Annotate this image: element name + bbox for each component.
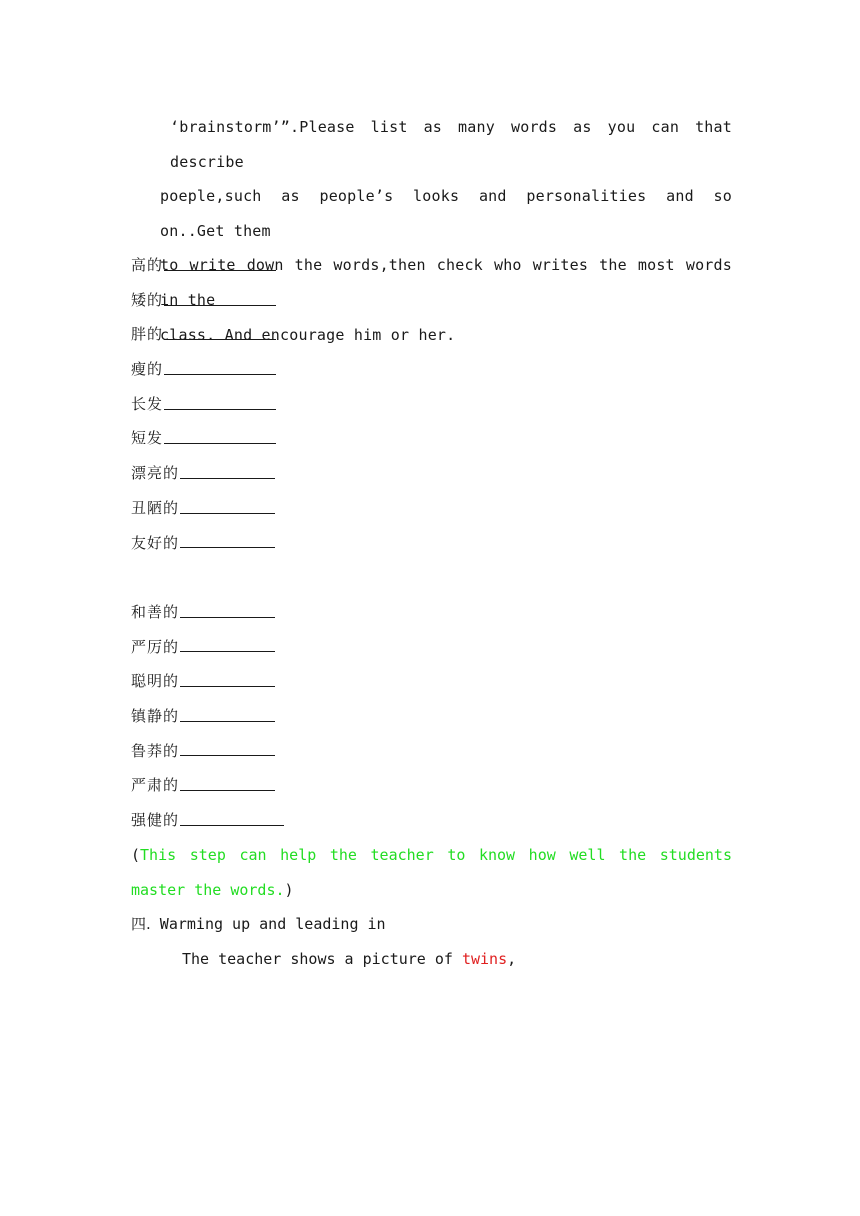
vocab-label: 丑陋的: [131, 498, 180, 517]
note-open-paren: (: [131, 846, 141, 864]
vocab-row: [131, 734, 431, 769]
vocab-row: [131, 352, 431, 387]
vocab-label: 漂亮的: [131, 464, 180, 483]
answer-blank[interactable]: [180, 703, 275, 722]
vocab-row: [131, 526, 431, 561]
note-text: This step can help the teacher to know how well the students master the words.: [131, 846, 732, 899]
answer-blank[interactable]: [180, 737, 275, 756]
answer-blank[interactable]: [164, 252, 276, 271]
vocab-label: 瘦的: [131, 360, 164, 379]
vocab-row: [131, 283, 431, 318]
section-heading: [131, 907, 386, 942]
teacher-note: [131, 838, 732, 907]
answer-blank[interactable]: [164, 321, 276, 340]
vocab-label: 高的: [131, 256, 164, 274]
vocab-row: [131, 595, 431, 630]
vocab-label: 胖的: [131, 325, 164, 344]
answer-blank[interactable]: [180, 599, 275, 618]
answer-blank[interactable]: [164, 391, 276, 410]
vocab-label: 长发: [131, 394, 164, 413]
answer-blank[interactable]: [180, 495, 275, 514]
vocab-row: [131, 699, 431, 734]
vocab-row: [131, 803, 431, 838]
vocab-label: 和善的: [131, 602, 180, 621]
intro-line: ‘brainstorm’”.Please list as many words as you can that describe: [170, 118, 732, 171]
vocab-label: 严厉的: [131, 637, 180, 656]
instruction-suffix: ,: [507, 950, 517, 968]
answer-blank[interactable]: [164, 425, 276, 444]
vocab-label: 友好的: [131, 533, 180, 552]
vocab-label: 严肃的: [131, 776, 180, 795]
vocab-label: 聪明的: [131, 672, 180, 691]
vocab-label: 鲁莽的: [131, 741, 180, 760]
intro-line: to write down the words,then check who writes the most words in the: [160, 256, 732, 309]
answer-blank[interactable]: [180, 633, 275, 652]
vocab-row: [131, 768, 431, 803]
intro-line: poeple,such as people’s looks and personalities and so on..Get them: [160, 187, 732, 240]
section-number: 四.: [131, 915, 151, 933]
answer-blank[interactable]: [180, 668, 275, 687]
vocab-label: 镇静的: [131, 706, 180, 725]
answer-blank[interactable]: [180, 772, 275, 791]
vocab-label: 矮的: [131, 290, 164, 309]
spacer: [131, 560, 431, 595]
vocab-row: [131, 456, 431, 491]
vocab-row: [131, 630, 431, 665]
answer-blank[interactable]: [180, 529, 275, 548]
vocab-row: [131, 421, 431, 456]
highlighted-word: twins: [461, 950, 508, 968]
vocab-row: [131, 491, 431, 526]
section-title: Warming up and leading in: [150, 915, 386, 933]
vocab-row: [131, 664, 431, 699]
vocab-row: [131, 317, 431, 352]
answer-blank[interactable]: [164, 287, 276, 306]
note-close-paren: ): [284, 880, 294, 899]
vocabulary-list: [131, 248, 431, 838]
instruction-text: The teacher shows a picture of: [182, 950, 462, 968]
intro-line: class. And encourage him or her.: [160, 325, 456, 344]
vocab-label: 短发: [131, 429, 164, 448]
vocab-label: 强健的: [131, 811, 180, 829]
answer-blank[interactable]: [180, 460, 275, 479]
vocab-row: [131, 387, 431, 422]
vocab-row: [131, 248, 431, 283]
answer-blank[interactable]: [180, 807, 284, 826]
teacher-instruction: [182, 942, 516, 977]
answer-blank[interactable]: [164, 356, 276, 375]
